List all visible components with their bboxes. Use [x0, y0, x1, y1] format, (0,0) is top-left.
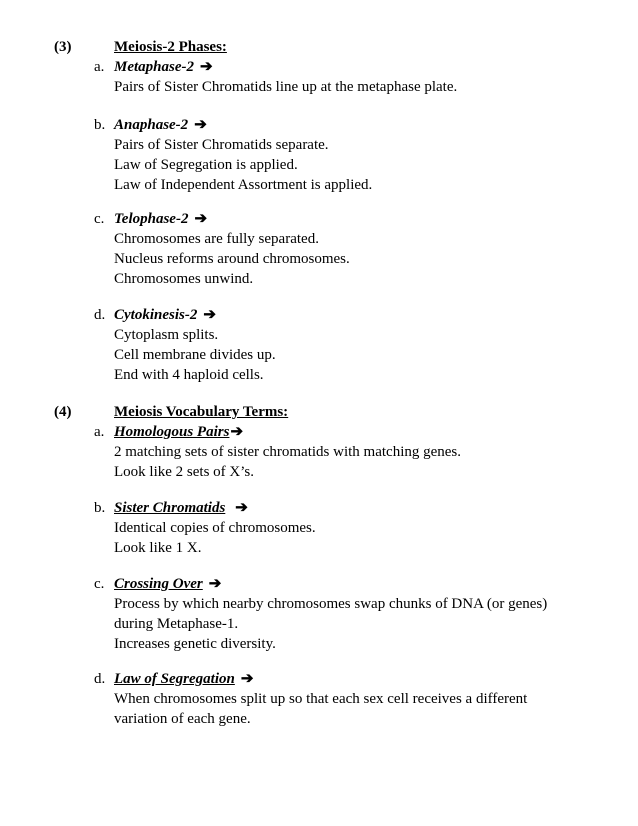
- item-line: Law of Segregation is applied.: [114, 157, 298, 173]
- item-line: Increases genetic diversity.: [114, 636, 276, 652]
- term-text: Sister Chromatids: [114, 500, 226, 516]
- item-line: Chromosomes unwind.: [114, 271, 254, 287]
- section-title: Meiosis Vocabulary Terms:: [114, 404, 289, 420]
- item-line: variation of each gene.: [114, 711, 251, 727]
- item-line: Chromosomes are fully separated.: [114, 231, 319, 247]
- item-term: [114, 58, 213, 78]
- term-text: Law of Segregation: [114, 671, 235, 687]
- item-line: Look like 2 sets of X’s.: [114, 464, 254, 480]
- arrow-right-icon: ➔: [240, 671, 254, 687]
- item-line: Look like 1 X.: [114, 540, 202, 556]
- term-text: Metaphase-2: [114, 59, 194, 75]
- item-line: 2 matching sets of sister chromatids with matching genes.: [114, 444, 462, 460]
- section-number: (3): [54, 39, 72, 55]
- item-term: [114, 210, 207, 230]
- item-line: Process by which nearby chromosomes swap chunks of DNA (or genes): [114, 596, 548, 612]
- item-letter: c.: [94, 576, 105, 592]
- item-term: [114, 670, 253, 690]
- item-line: Cell membrane divides up.: [114, 347, 276, 363]
- arrow-right-icon: ➔: [200, 59, 213, 75]
- item-letter: d.: [94, 307, 106, 323]
- item-line: When chromosomes split up so that each sex cell receives a different: [114, 691, 528, 707]
- arrow-right-icon: ➔: [203, 307, 216, 323]
- item-letter: c.: [94, 211, 105, 227]
- item-line: End with 4 haploid cells.: [114, 367, 264, 383]
- section-title: Meiosis-2 Phases:: [114, 39, 227, 55]
- section-number: (4): [54, 404, 72, 420]
- item-term: [114, 575, 221, 595]
- term-text: Telophase-2: [114, 211, 189, 227]
- item-line: during Metaphase-1.: [114, 616, 239, 632]
- item-term: [114, 499, 248, 519]
- item-line: Pairs of Sister Chromatids separate.: [114, 137, 329, 153]
- item-letter: d.: [94, 671, 106, 687]
- arrow-right-icon: ➔: [208, 576, 222, 592]
- term-text: Cytokinesis-2: [114, 307, 198, 323]
- term-text: Crossing Over: [114, 576, 203, 592]
- item-letter: a.: [94, 424, 105, 440]
- term-text: Anaphase-2: [114, 117, 189, 133]
- item-line: Identical copies of chromosomes.: [114, 520, 316, 536]
- item-line: Cytoplasm splits.: [114, 327, 219, 343]
- item-term: [114, 116, 207, 136]
- item-line: Law of Independent Assortment is applied.: [114, 177, 373, 193]
- item-term: [114, 306, 216, 326]
- arrow-right-icon: ➔: [194, 211, 208, 227]
- item-term: [114, 423, 243, 443]
- item-line: Pairs of Sister Chromatids line up at the metaphase plate.: [114, 79, 458, 95]
- item-line: Nucleus reforms around chromosomes.: [114, 251, 350, 267]
- arrow-right-icon: ➔: [235, 500, 248, 516]
- arrow-right-icon: ➔: [230, 424, 244, 440]
- item-letter: a.: [94, 59, 105, 75]
- item-letter: b.: [94, 117, 106, 133]
- arrow-right-icon: ➔: [194, 117, 207, 133]
- item-letter: b.: [94, 500, 106, 516]
- term-text: Homologous Pairs: [114, 424, 230, 440]
